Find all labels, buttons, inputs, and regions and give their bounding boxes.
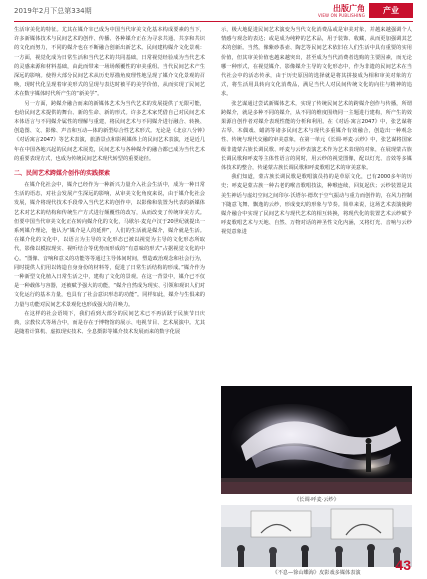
- paragraph: 示，极大地促进民间艺术演变为当代文化消费品或是审美对象，并越来越强调个人情感与观念的表达；或是成为纯粹的艺术品，用于装饰、收藏，从而更加强调其艺术的创新。当然，像紫砂茶壶、陶艺等民间艺术依旧在人们生活中具有重要的实用价值，但其审美价值也越来越突出，甚至成为当代消费者选购的主要因素，而无论哪一种形式，在视觉媒介、影像媒介主导的文化形态中，作为非遗的民间艺术在当代社会中的活态传承，由于历史原因的选择就是将其拼接成为相和审美对象的方式，将生活用具转向文化消费品，满足当代人对民间传统文化的向往与精神的追求。: [221, 27, 412, 98]
- figure-caption: 《不息—徐山蝶海》皮影戏多媒体表演: [272, 570, 361, 576]
- issue-info: 2019年2月下总第334期: [14, 7, 92, 15]
- brand-title: 出版广角: [333, 4, 365, 13]
- header-divider: [14, 21, 413, 22]
- stage-scene-illustration: [221, 386, 412, 494]
- right-column: [221, 26, 412, 382]
- journal-brand: [317, 4, 365, 18]
- paragraph: 张艺谋通过尝试新媒体艺术，实现了传统民间艺术的跨媒介创作与传播，所谓跨媒介，就是多种不同的媒介，从不同的维度围绕同一主题进行建构，所产生的效果源自创作者对媒介表现性能的分析和利用。在《对话·寓言2047》中，张艺谋将古琴、木偶戏、蜡鸽等诸多民间艺术与现代多重媒介有效融合，创造出一种观念性、传统与现代交融的审美意象，在第一单元《长调·呼麦·云纱》中，张艺谋将国家级非遗蒙古族长调民歌、呼麦与云纱表演艺术作为艺术表现的对象，在展现蒙古族长调民歌和呼麦等主体性语言的同时，用云纱的视觉图像，配以灯光、音效等多媒体技术的整合，传递蒙古族长调民歌和呼麦歌唱艺术的审美意象。: [221, 100, 412, 172]
- paragraph: 另一方面，跨媒介融合而来的新媒体艺术为当代艺术的发展提供了无限可能，也给民间艺术提供的舞台、新的生命、新的形式。许多艺术家凭借自己对民间艺术本体语言与不同媒介属性的理解与重建，将民间艺术与不同媒介进行融合、转换、创造图、文、影像、声音和互动—体的新型综合性艺术形式。无论是《北京八分钟》《对话寓言2047》等艺术表演，旅游景点和影视媒体上的民间艺术表演，还是近几年在中国各地兴起的民间艺术展览，民间艺术与各种媒介的融合都已成为当代艺术的重要表现方式，也成为传统民间艺术现代转型的重要途径。: [14, 100, 205, 162]
- paragraph: 我们知道，蒙古族长调民歌是歌唱演员持的是草原文化，已有2000多年的历史；呼麦是蒙古族一种古老的喉音歌唱技法，种喉连续，回复起伏；云纱装置是其美生神话与虚幻空间之间印尔·沃塔尔·德坎于空气振动与重力而创作的，在风力控制下随意飞舞、飘逸的云纱，形成变幻的形象与节奏。简单来说，这场艺术表演使跨媒介融合中实现了民间艺术与现代艺术的相互转换，将现代化的装置艺术云纱赋予呼麦歌唱艺术与天地、自然、万物对话的神圣性文化内涵，又将灯光、音响与云纱视觉意象进: [221, 174, 412, 236]
- left-column: [14, 26, 205, 338]
- section-heading: 二、民间艺术跨媒介创作的实践探索: [14, 170, 111, 178]
- paragraph: 在媒介化社会中，媒介已经作为一种新兴力量介入社会生活中，成为一种日常生活的语态，对社会发展产生深远的影响，从审美文化角度来说，由于媒介化社会发展，媒介将现代技术手段带入当代艺术的创作中，以影像和装置为代表的新媒体艺术对艺术的结构和传统生产方式进行颠覆性的改写，从而改变了传统审美方式。但要中国当代审美文化正在转向媒介化的文化，马歇尔·麦克卢汉于20世纪就提出一系列媒介理论，他认为“媒介是人的延伸”，人们的生活就是媒介，媒介就是生活。在媒介化的文化中，以语言为主导的文化形态已被以视觉为主导的文化形态所取代，影像以模拟现实、视听结合等优势而形成的“有意味的形式”占据视觉文化的中心。“图像、音响和意义的功能等等通过主导体间时间，塑造政治观念和社会行为，同时提供人们用以铸造自身身份的材料等，促进了日常生活结构的形成。”媒介作为一种新型文化植入日常生活之中，建构了文化的景观。在这一背景中，媒介已不仅是一种载体与容器，还被赋予强大的功能，“媒介自然成为现实、引领和观识人们对文化运行的基本力量，也具有了社会意识形态的功能”。同样如此，媒介与生俱来的力量与功能对民间艺术景观化也形成强大的召唤力。: [14, 182, 205, 308]
- paragraph: 在这样的社会语境下，我们看到大部分的民间艺术已不再活跃于民族节日庆典，宗教仪式等场合中，而是存在于博物馆的展示、电视节目、艺术展演中。尤其是随着计算机、虚拟现实技术、全息摄影等媒介技术发展而来的数字化展: [14, 310, 205, 336]
- performance-photo-stage: [221, 386, 412, 494]
- paragraph: 生活审美化的特征。尤其在媒介宰已成为中国当代审美文化基本构成要素的当下，许多新媒体技术与民间艺术的创作、传播、各种媒介正在为寻求共通、共享和共识的文化而努力，不同的媒介也在不断融合创新出新艺术。民间建构媒介文化景观：一方面，视觉化成为日常生活和当代艺术的共同基础，日常视觉经验成为当代艺术的灵感来源和材料基础，由此而带来一场场颠覆性的审美重组。当代民间艺术产生深远的影响。使得大部分民间艺术从历史厚描角度理性地呈现了媒介文化景观的召唤，现时代化呈现着审美形式的呈现与表达时被平的美学价值，从而实现了民间艺术在数字媒体时代所产生的“新美学”。: [14, 27, 205, 98]
- page-number: 43: [395, 557, 411, 573]
- shadow-play-scene-illustration: [221, 505, 412, 567]
- figure-caption: 《长调·呼麦·云纱》: [294, 497, 339, 503]
- performance-photo-shadow-play: [221, 505, 412, 567]
- section-label: 产业: [369, 3, 413, 18]
- brand-subtitle: VIEW ON PUBLISHING: [318, 13, 365, 18]
